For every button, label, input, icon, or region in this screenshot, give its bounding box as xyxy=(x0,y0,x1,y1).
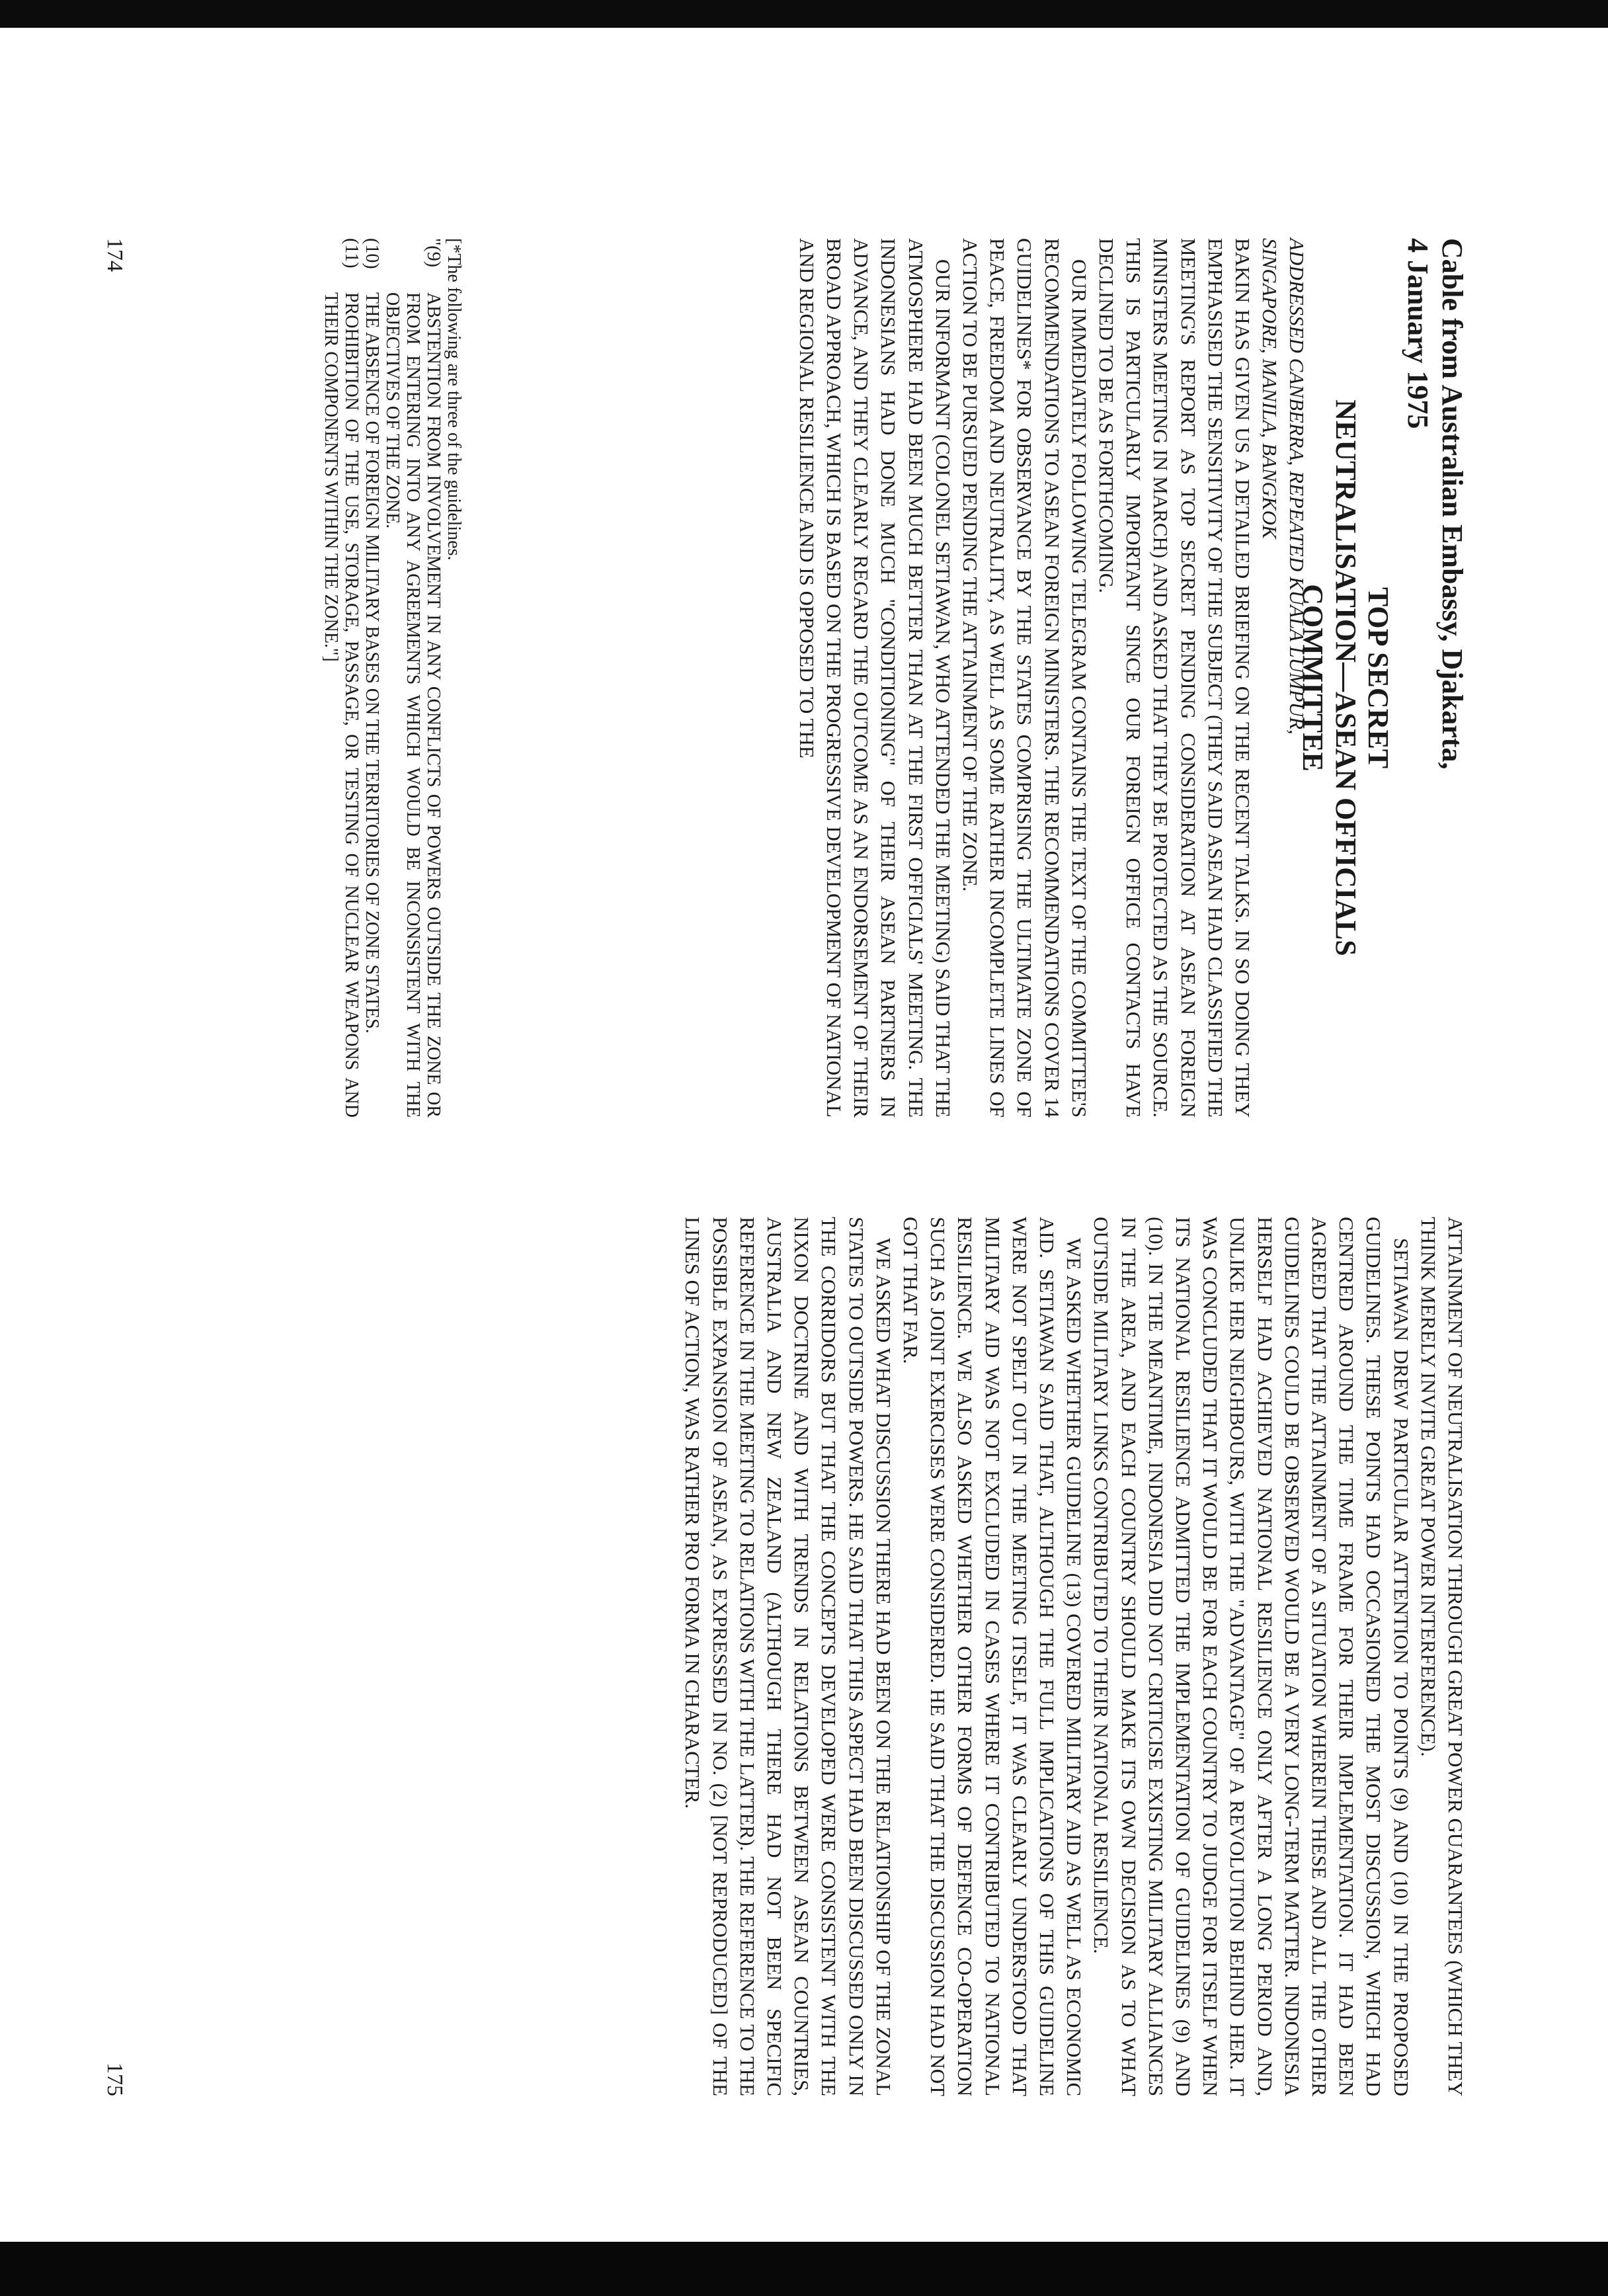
footnote-item-number: "(9) xyxy=(423,238,444,268)
body-paragraph: WE ASKED WHETHER GUIDELINE (13) COVERED MILITARY AID AS WELL AS ECONOMIC AID. SETIAWAN SAID THAT, ALTHOUGH THE FULL IMPLICATIONS OF THIS GUIDELINE WERE NOT SPELT OUT IN THE MEETING ITSELF, IT WAS CLEARLY UNDERSTOOD THAT MILITARY AID WAS NOT EXCLUDED IN CASES WHERE IT CONTRIBUTED TO NATIONAL RESILIENCE. WE ALSO ASKED WHETHER OTHER FORMS OF DEFENCE CO-OPERATION SUCH AS JOINT EXERCISES WERE CONSIDERED. HE SAID THAT THE DISCUSSION HAD NOT GOT THAT FAR. xyxy=(899,1217,1086,2096)
cable-origin: Cable from Australian Embassy, Djakarta, xyxy=(1436,238,1468,770)
body-paragraph: SETIAWAN DREW PARTICULAR ATTENTION TO POINTS (9) AND (10) IN THE PROPOSED GUIDELINES. THESE POINTS HAD OCCASIONED THE MOST DISCUSSION, WHICH HAD CENTRED AROUND THE TIME FRAME FOR THEIR IMPLEMENTATION. IT HAD BEEN AGREED THAT THE ATTAINMENT OF A SITUATION WHEREIN THESE AND ALL THE OTHER GUIDELINES COULD BE OBSERVED WOULD BE A VERY LONG-TERM MATTER. INDONESIA HERSELF HAD ACHIEVED NATIONAL RESILIENCE ONLY AFTER A LONG PERIOD AND, UNLIKE HER NEIGHBOURS, WITH THE "ADVANTAGE" OF A REVOLUTION BEHIND HER. IT WAS CONCLUDED THAT IT WOULD BE FOR EACH COUNTRY TO JUDGE FOR ITSELF WHEN ITS NATIONAL RESILIENCE ADMITTED THE IMPLEMENTATION OF GUIDELINES (9) AND (10). IN THE MEANTIME, INDONESIA DID NOT CRITICISE EXISTING MILITARY ALLIANCES IN THE AREA, AND EACH COUNTRY SHOULD MAKE ITS OWN DECISION AS TO WHAT OUTSIDE MILITARY LINKS CONTRIBUTED TO THEIR NATIONAL RESILIENCE. xyxy=(1090,1217,1413,2096)
right-page xyxy=(0,1217,1608,2096)
addressee-line-continued: SINGAPORE, MANILA, BANGKOK xyxy=(1258,238,1281,539)
cable-heading xyxy=(1296,238,1469,1118)
footnote-item-number: (11) xyxy=(341,238,362,268)
footnote-item-text: ABSTENTION FROM INVOLVEMENT IN ANY CONFLICTS OF POWERS OUTSIDE THE ZONE OR FROM ENTERING INTO ANY AGREEMENTS WHICH WOULD BE INCONSISTENT WITH THE OBJECTIVES OF THE ZONE. xyxy=(382,292,444,1118)
addressee-line: ADDRESSED CANBERRA, REPEATED KUALA LUMPUR, xyxy=(1285,238,1308,735)
left-page xyxy=(0,238,1608,1118)
body-paragraph: WE ASKED WHAT DISCUSSION THERE HAD BEEN ON THE RELATIONSHIP OF THE ZONAL STATES TO OUTSIDE POWERS. HE SAID THAT THIS ASPECT HAD BEEN DISCUSSED ONLY IN THE CORRIDORS BUT THAT THE CONCEPTS DEVELOPED WERE CONSISTENT WITH THE NIXON DOCTRINE AND WITH TRENDS IN RELATIONS BETWEEN ASEAN COUNTRIES, AUSTRALIA AND NEW ZEALAND (ALTHOUGH THERE HAD NOT BEEN SPECIFIC REFERENCE IN THE MEETING TO RELATIONS WITH THE LATTER). THE REFERENCE TO THE POSSIBLE EXPANSION OF ASEAN, AS EXPRESSED IN NO. (2) [NOT REPRODUCED] OF THE LINES OF ACTION, WAS RATHER PRO FORMA IN CHARACTER. xyxy=(681,1217,895,2096)
cable-date: 4 January 1975 xyxy=(1402,238,1434,429)
body-paragraph: OUR INFORMANT (COLONEL SETIAWAN, WHO ATTENDED THE MEETING) SAID THAT THE ATMOSPHERE HAD BEEN MUCH BETTER THAN AT THE FIRST OFFICIALS' MEETING. THE INDONESIANS HAD DONE MUCH "CONDITIONING" OF THEIR ASEAN PARTNERS IN ADVANCE, AND THEY CLEARLY REGARD THE OUTCOME AS AN ENDORSEMENT OF THEIR BROAD APPROACH, WHICH IS BASED ON THE PROGRESSIVE DEVELOPMENT OF NATIONAL AND REGIONAL RESILIENCE AND IS OPPOSED TO THE xyxy=(795,238,955,1118)
body-paragraph: BAKIN HAS GIVEN US A DETAILED BRIEFING ON THE RECENT TALKS. IN SO DOING THEY EMPHASISED THE SENSITIVITY OF THE SUBJECT (THEY SAID ASEAN HAD CLASSIFIED THE MEETING'S REPORT AS TOP SECRET PENDING CONSIDERATION AT ASEAN FOREIGN MINISTERS MEETING IN MARCH) AND ASKED THAT THEY BE PROTECTED AS THE SOURCE. THIS IS PARTICULARLY IMPORTANT SINCE OUR FOREIGN OFFICE CONTACTS HAVE DECLINED TO BE AS FORTHCOMING. xyxy=(1094,238,1254,1118)
footnote-item-text: PROHIBITION OF THE USE, STORAGE, PASSAGE, OR TESTING OF NUCLEAR WEAPONS AND THEIR COMPONENTS WITHIN THE ZONE."] xyxy=(321,292,362,1118)
footnote xyxy=(321,238,464,1118)
left-page-body xyxy=(793,238,1310,1118)
document-title: NEUTRALISATION—ASEAN OFFICIALS xyxy=(1330,399,1362,956)
body-paragraph: ATTAINMENT OF NEUTRALISATION THROUGH GREAT POWER GUARANTEES (WHICH THEY THINK MERELY INVITE GREAT POWER INTERFERENCE). xyxy=(1416,1217,1467,2096)
footnote-item xyxy=(362,238,382,1118)
body-paragraph: OUR IMMEDIATELY FOLLOWING TELEGRAM CONTAINS THE TEXT OF THE COMMITTEE'S RECOMMENDATIONS TO ASEAN FOREIGN MINISTERS. THE RECOMMENDATIONS COVER 14 GUIDELINES* FOR OBSERVANCE BY THE STATES COMPRISING THE ULTIMATE ZONE OF PEACE, FREEDOM AND NEUTRALITY, AS WELL AS SOME RATHER INCOMPLETE LINES OF ACTION TO BE PURSUED PENDING THE ATTAINMENT OF THE ZONE. xyxy=(958,238,1091,1118)
footnote-intro: [*The following are three of the guidelines. xyxy=(444,238,464,561)
footnote-item-text: THE ABSENCE OF FOREIGN MILITARY BASES ON THE TERRITORIES OF ZONE STATES. xyxy=(362,292,382,1034)
footnote-item xyxy=(382,238,444,1118)
page-number: 174 xyxy=(102,238,127,272)
classification-label: TOP SECRET xyxy=(1362,587,1394,769)
right-page-body xyxy=(679,1217,1469,2096)
footnote-item-number: (10) xyxy=(362,238,382,269)
footnote-item xyxy=(321,238,362,1118)
document-title-continued: COMMITTEE xyxy=(1297,584,1329,772)
page-number: 175 xyxy=(102,2063,127,2096)
